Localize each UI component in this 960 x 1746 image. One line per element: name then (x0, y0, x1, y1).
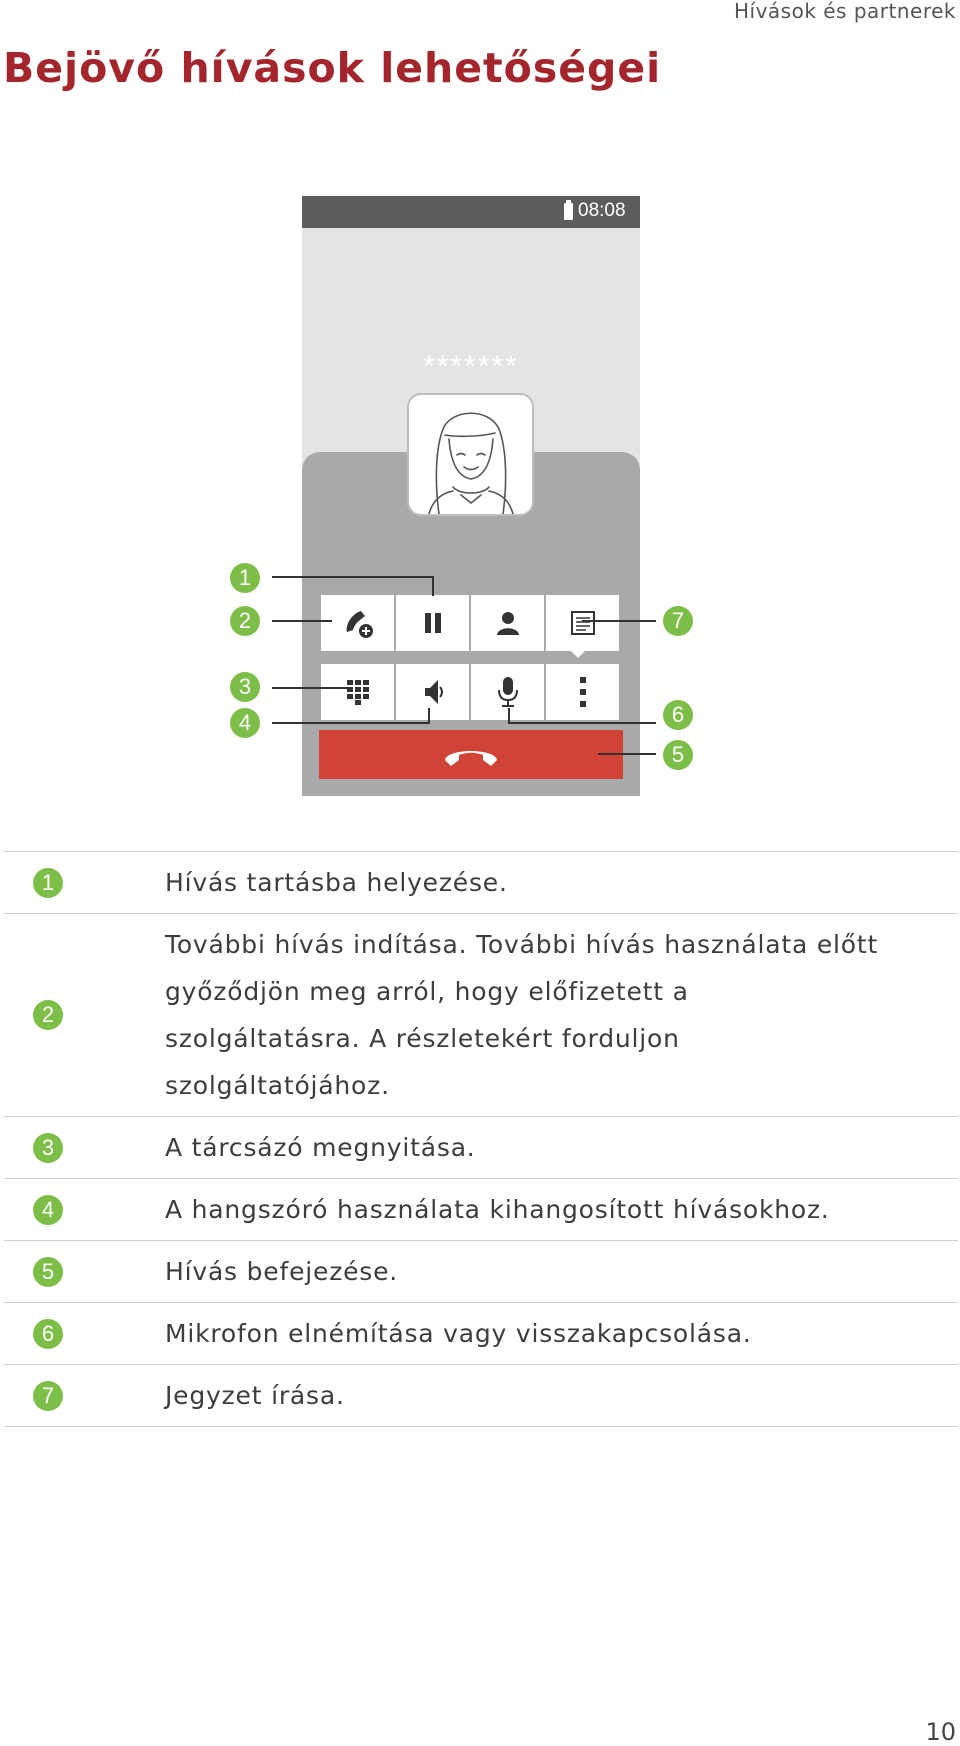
microphone-icon (495, 676, 521, 708)
notes-icon (570, 610, 596, 636)
callout-number: 7 (663, 606, 693, 636)
legend-text: Mikrofon elnémítása vagy visszakapcsolása. (165, 1319, 752, 1348)
legend-text: További hívás indítása. További hívás használata előtt győződjön meg arról, hogy előfizetett a szolgáltatásra. A részletekért forduljon szolgáltatójához. (165, 930, 879, 1100)
add-call-button[interactable] (321, 595, 394, 651)
call-controls-row1 (321, 595, 621, 651)
callout-line-6 (508, 722, 656, 724)
callout-number: 6 (663, 700, 693, 730)
contacts-button[interactable] (471, 595, 544, 651)
legend-table (4, 851, 958, 1427)
callout-line-4 (272, 722, 430, 724)
battery-icon (564, 203, 573, 220)
legend-number: 6 (33, 1319, 63, 1349)
end-call-button[interactable] (319, 730, 623, 779)
add-call-icon (341, 606, 375, 640)
legend-text: Hívás befejezése. (165, 1257, 399, 1286)
callout-number: 4 (230, 708, 260, 738)
speaker-button[interactable] (396, 664, 469, 720)
legend-row (4, 1178, 958, 1240)
page-number: 10 (925, 1718, 956, 1746)
legend-row (4, 1116, 958, 1178)
phone-screen (302, 196, 640, 796)
more-icon (578, 676, 588, 708)
caller-avatar (407, 393, 534, 516)
legend-number: 4 (33, 1195, 63, 1225)
call-controls-row2 (321, 664, 621, 720)
callout-line-6-rise (508, 708, 510, 724)
end-call-icon (441, 742, 501, 768)
status-bar (302, 196, 640, 228)
dialpad-icon (346, 679, 370, 705)
legend-text: Hívás tartásba helyezése. (165, 868, 508, 897)
legend-number: 2 (33, 1000, 63, 1030)
legend-number: 1 (33, 868, 63, 898)
legend-text: A hangszóró használata kihangosított hívásokhoz. (165, 1195, 830, 1224)
legend-number: 7 (33, 1381, 63, 1411)
page-title: Bejövő hívások lehetőségei (3, 44, 662, 92)
callout-line-3 (272, 687, 350, 689)
legend-number: 3 (33, 1133, 63, 1163)
status-clock: 08:08 (578, 200, 626, 221)
callout-number: 5 (663, 740, 693, 770)
speaker-icon (421, 678, 445, 706)
dialpad-button[interactable] (321, 664, 394, 720)
legend-text: Jegyzet írása. (165, 1381, 345, 1410)
legend-number: 5 (33, 1257, 63, 1287)
legend-row (4, 1302, 958, 1364)
callout-line-2 (272, 620, 332, 622)
callout-number: 1 (230, 563, 260, 593)
callout-line-4-rise (428, 708, 430, 724)
callout-line-7 (582, 620, 656, 622)
legend-row (4, 913, 958, 1116)
callout-line-5 (598, 753, 656, 755)
callout-number: 3 (230, 672, 260, 702)
more-button[interactable] (546, 664, 619, 720)
legend-text: A tárcsázó megnyitása. (165, 1133, 476, 1162)
legend-row (4, 1240, 958, 1302)
callout-line-1-drop (432, 576, 434, 596)
notes-button[interactable] (546, 595, 619, 651)
avatar-illustration-icon (409, 395, 532, 514)
caller-name: ******* (423, 350, 519, 383)
contact-icon (495, 610, 521, 636)
section-label: Hívások és partnerek (733, 0, 956, 23)
hold-button[interactable] (396, 595, 469, 651)
notes-pointer (570, 650, 586, 658)
callout-number: 2 (230, 606, 260, 636)
callout-line-1 (272, 576, 434, 578)
legend-row (4, 1364, 958, 1427)
pause-icon (421, 611, 445, 635)
legend-row (4, 851, 958, 913)
